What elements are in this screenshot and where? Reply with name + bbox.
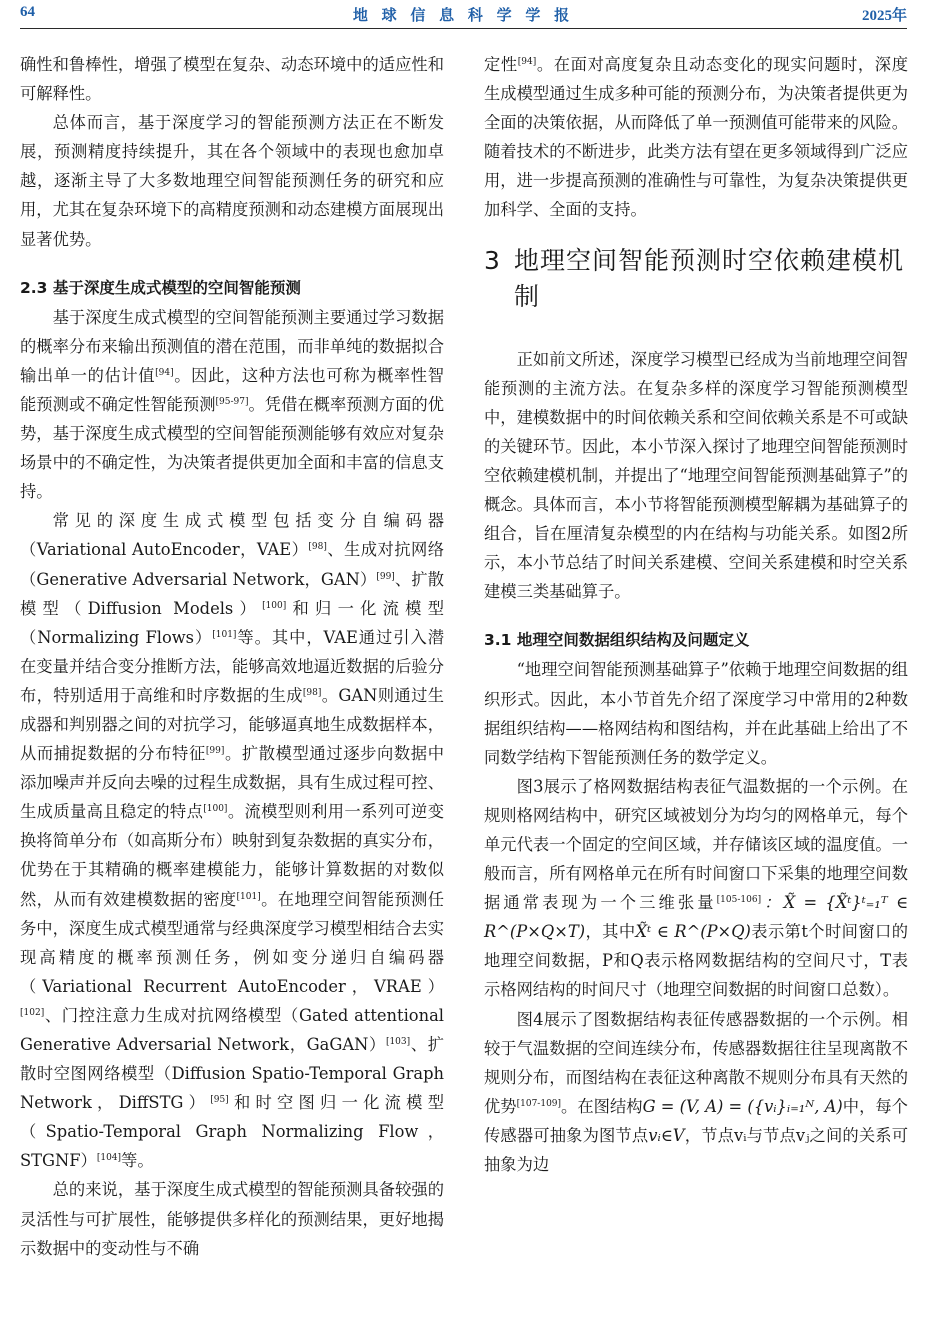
- paragraph: 定性[94]。在面对高度复杂且动态变化的现实问题时，深度生成模型通过生成多种可能的预测分布，为决策者提供更为全面的决策依据，从而降低了单一预测值可能带来的风险。随着技术的不断进步，此类方法有望在更多领域得到广泛应用，进一步提高预测的准确性与可靠性，为复杂决策提供更加科学、全面的支持。: [484, 55, 908, 220]
- citation[interactable]: [95]: [210, 1095, 229, 1106]
- paragraph: 正如前文所述，深度学习模型已经成为当前地理空间智能预测的主流方法。在复杂多样的深度学习智能预测模型中，建模数据中的时间依赖关系和空间依赖关系是不可或缺的关键环节。因此，本小节深入探讨了地理空间智能预测时空依赖建模机制，并提出了“地理空间智能预测基础算子”的概念。具体而言，本小节将智能预测模型解耦为基础算子的组合，旨在厘清复杂模型的内在结构与功能关系。如图2所示，本小节总结了时间关系建模、空间关系建模和时空关系建模三类基础算子。: [484, 349, 908, 602]
- math-expression: G = (V, A) = ({vᵢ}ᵢ₌₁ᴺ, A): [642, 1096, 843, 1116]
- paragraph: “地理空间智能预测基础算子”依赖于地理空间数据的组织形式。因此，本小节首先介绍了深度学习中常用的2种数据组织结构——格网结构和图结构，并在此基础上给出了不同数学结构下智能预测任务的数学定义。: [484, 660, 908, 767]
- left-column: [20, 50, 444, 1263]
- journal-title: 地 球 信 息 科 学 学 报: [352, 8, 575, 24]
- page-number: 64: [20, 4, 35, 20]
- section-number: 3: [484, 245, 501, 275]
- citation[interactable]: [101]: [236, 891, 261, 902]
- citation[interactable]: [102]: [20, 1007, 45, 1018]
- citation[interactable]: [95-97]: [215, 396, 249, 407]
- citation[interactable]: [99]: [376, 571, 395, 582]
- citation[interactable]: [100]: [203, 804, 228, 815]
- paragraph: 基于深度生成式模型的空间智能预测主要通过学习数据的概率分布来输出预测值的潜在范围，而非单纯的数据拟合输出单一的估计值[94]。因此，这种方法也可称为概率性智能预测或不确定性智能预测[95-97]。凭借在概率预测方面的优势，基于深度生成式模型的空间智能预测能够有效应对复杂场景中的不确定性，为决策者提供更加全面和丰富的信息支持。: [20, 307, 444, 502]
- paragraph: 常见的深度生成式模型包括变分自编码器（Variational AutoEncoder，VAE）[98]、生成对抗网络（Generative Adversarial Network，GAN）[99]、扩散模型（Diffusion Models）[100]和归一化流模型（Normalizing Flows）[101]等。其中，VAE通过引入潜在变量并结合变分推断方法，能够高效地逼近数据的后验分布，特别适用于高维和时序数据的生成[98]。GAN则通过生成器和判别器之间的对抗学习，能够逼真地生成数据样本，从而捕捉数据的分布特征[99]。扩散模型通过逐步向数据中添加噪声并反向去噪的过程生成数据，具有生成过程可控、生成质量高且稳定的特点[100]。流模型则利用一系列可逆变换将简单分布（如高斯分布）映射到复杂数据的真实分布，优势在于其精确的概率建模能力，能够计算数据的对数似然，从而有效建模数据的密度[101]。在地理空间智能预测任务中，深度生成式模型通常与经典深度学习模型相结合去实现高精度的概率预测任务，例如变分递归自编码器（Variational Recurrent AutoEncoder，VRAE）[102]、门控注意力生成对抗网络模型（Gated attentional Generative Adversarial Network，GaGAN）[103]、扩散时空图网络模型（Diffusion Spatio-Temporal Graph Network，DiffSTG）[95]和时空图归一化流模型（Spatio-Temporal Graph Normalizing Flow，STGNF）[104]等。: [20, 511, 445, 1171]
- citation[interactable]: [94]: [517, 57, 537, 67]
- math-expression: ：X̃ = {X̃ᵗ}ᵗ₌₁ᵀ ∈ R^(P×Q×T): [484, 893, 908, 942]
- citation[interactable]: [100]: [262, 600, 287, 611]
- paragraph: 确性和鲁棒性，增强了模型在复杂、动态环境中的适应性和可解释性。: [20, 55, 444, 104]
- citation[interactable]: [101]: [212, 629, 237, 640]
- paragraph: 图3展示了格网数据结构表征气温数据的一个示例。在规则格网结构中，研究区域被划分为均匀的网格单元，每个单元代表一个固定的空间区域，并存储该区域的温度值。一般而言，所有网格单元在所有时间窗口下采集的地理空间数据通常表现为一个三维张量[105-106]：X̃ = {X̃ᵗ}ᵗ₌₁ᵀ ∈ R^(P×Q×T)，其中X̃ᵗ ∈ R^(P×Q)表示第t个时间窗口的地理空间数据，P和Q表示格网数据结构的空间尺寸，T表示格网结构的时间尺寸（地理空间数据的时间窗口总数）。: [484, 776, 909, 1000]
- section-title: 地理空间智能预测时空依赖建模机制: [514, 245, 905, 311]
- paragraph: 总的来说，基于深度生成式模型的智能预测具备较强的灵活性与可扩展性，能够提供多样化的预测结果，更好地揭示数据中的变动性与不确: [20, 1180, 444, 1258]
- math-expression: vᵢ∈V: [648, 1125, 685, 1145]
- citation[interactable]: [107-109]: [516, 1098, 562, 1109]
- paragraph: 总体而言，基于深度学习的智能预测方法正在不断发展，预测精度持续提升，其在各个领域中的表现也愈加卓越，逐渐主导了大多数地理空间智能预测任务的研究和应用，尤其在复杂环境下的高精度预测和动态建模方面展现出显著优势。: [20, 113, 444, 249]
- citation[interactable]: [103]: [385, 1037, 411, 1047]
- paragraph: 图4展示了图数据结构表征传感器数据的一个示例。相较于气温数据的空间连续分布，传感器数据往往呈现离散不规则分布，而图结构在表征这种离散不规则分布具有天然的优势[107-109]。在图结构G = (V, A) = ({vᵢ}ᵢ₌₁ᴺ, A)中，每个传感器可抽象为图节点vᵢ∈V，节点vᵢ与节点vⱼ之间的关系可抽象为边: [484, 1009, 908, 1174]
- citation[interactable]: [94]: [155, 367, 174, 378]
- math-expression: X̃ᵗ ∈ R^(P×Q): [635, 922, 751, 942]
- citation[interactable]: [104]: [96, 1153, 122, 1164]
- section-heading-3: [484, 243, 908, 315]
- citation[interactable]: [99]: [205, 746, 225, 757]
- citation[interactable]: [98]: [302, 687, 322, 698]
- section-heading-3-1: 3.1 地理空间数据组织结构及问题定义: [484, 631, 750, 650]
- publication-year: 2025年: [861, 8, 907, 24]
- citation[interactable]: [98]: [308, 542, 327, 553]
- page-header: [20, 4, 907, 29]
- section-heading-2-3: 2.3 基于深度生成式模型的空间智能预测: [20, 278, 301, 297]
- citation[interactable]: [105-106]: [716, 895, 762, 906]
- right-column: [484, 50, 908, 1179]
